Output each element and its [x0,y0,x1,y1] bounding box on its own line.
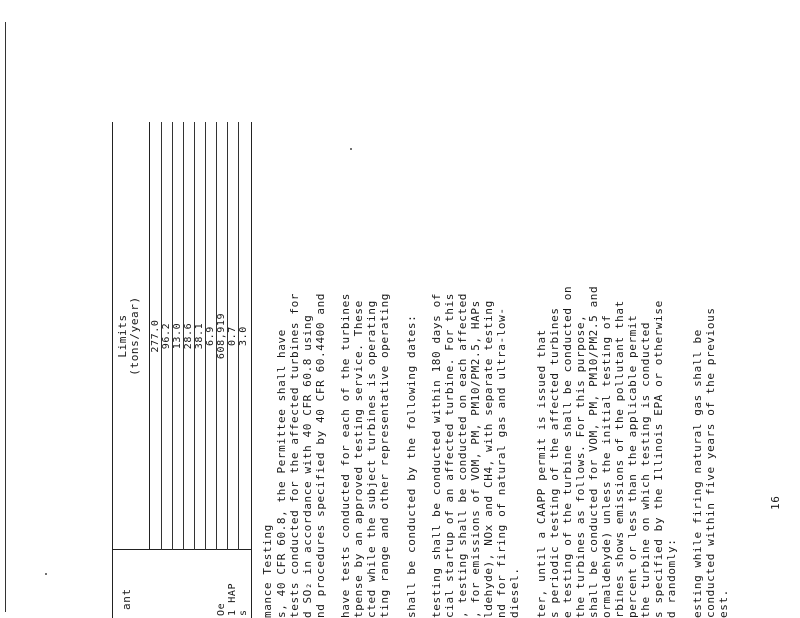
paragraph-line: shall be conducted for VOM, PM, PM10/PM2.5 and [587,285,600,618]
paragraph-line: the turbines as follows. For this purpose, [574,314,587,618]
paragraph-line: rbines shows emissions of the pollutant that [613,300,626,618]
limit-value: 96.2 [161,322,172,350]
paragraph-line: have tests conducted for each of the turbines [339,292,352,618]
limit-value: 28.6 [183,322,194,350]
paragraph-line: s, 40 CFR 60.8, the Permittee shall have [275,329,288,618]
paragraph-line: cted while the subject turbines is operating [365,300,378,618]
table-row [238,122,249,550]
paragraph-line: esting while firing natural gas shall be [691,329,704,618]
paragraph-line: nd procedures specified by 40 CFR 60.4400 and [314,292,327,618]
limit-value: 6.9 [205,326,216,346]
page-number: 16 [769,495,782,510]
paragraph-line: s specified by the Illinois EPA or otherwise [652,300,665,618]
emission-limits-table [112,122,252,618]
limit-value: 3.0 [238,326,249,346]
paragraph-line: e testing of the turbine shall be conducted on [561,285,574,618]
table-body [150,122,251,550]
paragraph-line: conducted within five years of the previous [704,307,717,618]
paragraph-line: shall be conducted by the following dates: [405,314,418,618]
limits-header-line2: (tons/year) [128,296,141,376]
paragraph-line: d SO₂ in accordance with 40 CFR 60.8 using [301,314,314,618]
paragraph-line: nd for firing of natural gas and ultra-low- [495,307,508,618]
limits-column-header [113,122,149,550]
paragraph-line: ormaldehyde) unless the initial testing of [600,314,613,618]
paragraph-line: , for emissions of VOM, PM, PM10/PM2.5, HAPs [469,300,482,618]
paragraph-line: tests conducted for the affected turbines for [288,292,301,618]
paragraph-line: testing shall be conducted within 180 days of [430,292,443,618]
paragraph-line: s periodic testing of the affected turbines [548,307,561,618]
limit-value: 608,919 [216,312,227,360]
paragraph-line: ter, until a CAAPP permit is issued that [535,329,548,618]
limit-value: 38.1 [194,322,205,350]
row-label: 1 HAP [227,582,238,616]
paragraph-line: d randomly: [665,538,678,618]
limit-value: 0.7 [227,326,238,346]
limit-value: 277.0 [150,319,161,353]
paragraph-line: , testing shall be conducted on each affected [456,292,469,618]
pollutant-column-header: ant [120,588,133,610]
paragraph-line: cial startup of an affected turbine. For this [443,292,456,618]
paragraph-line: the turbine on which testing is conducted [639,321,652,618]
paragraph-line: est. [717,589,730,618]
paragraph-line: percent or less than the applicable permit [626,314,639,618]
section-heading: mance Testing [261,524,274,618]
paragraph-line: tpense by an approved testing service. These [352,300,365,618]
paragraph-line: ldehyde), NOx and CH4, with separate testing [482,300,495,618]
paragraph-line: ting range and other representative operating [378,292,391,618]
limit-value: 13.0 [172,322,183,350]
limits-header-line1: Limits [116,314,129,358]
paragraph-line: diesel. [508,567,521,618]
row-label: s [238,609,249,616]
row-label: Oe [216,602,227,616]
